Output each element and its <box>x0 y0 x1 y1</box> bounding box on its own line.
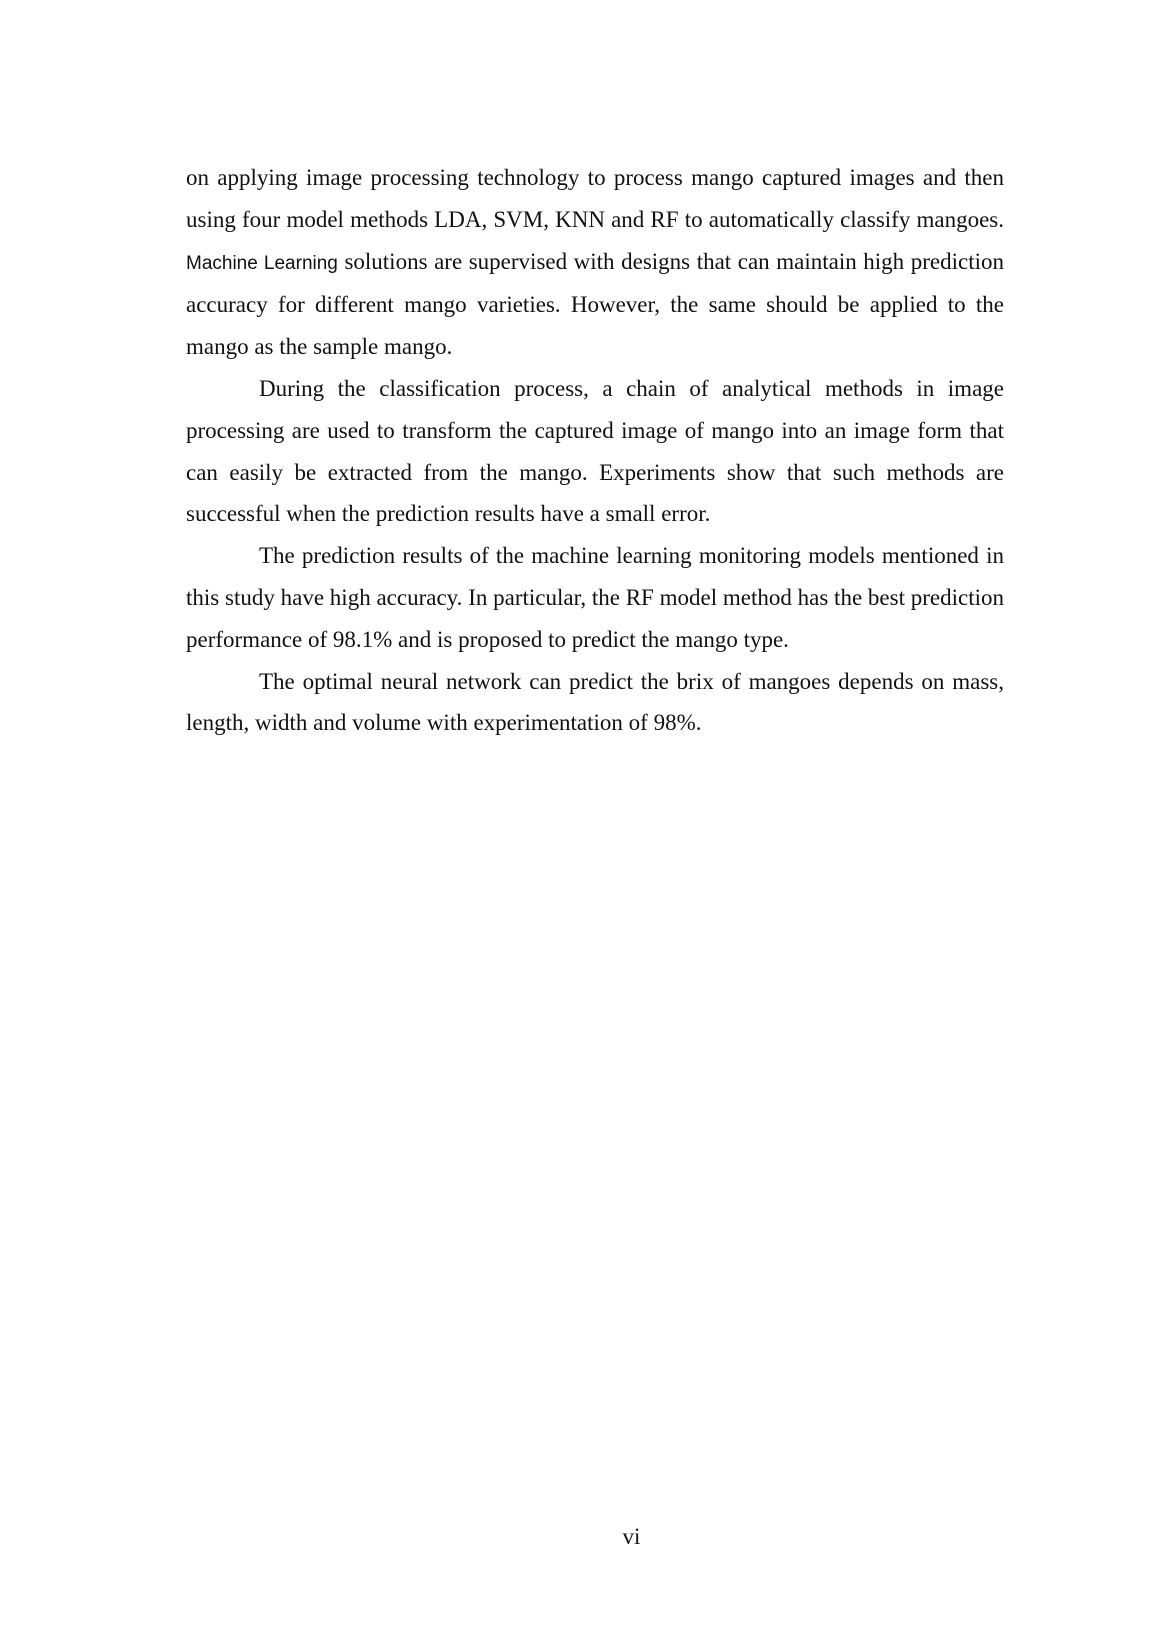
paragraph-continuation <box>186 157 1004 368</box>
paragraph-prediction-results: The prediction results of the machine learning monitoring models mentioned in this study have high accuracy. In particular, the RF model method has the best prediction performance of 98.1% and is proposed to predict the mango type. <box>186 543 1004 652</box>
page-number: vi <box>622 1524 641 1549</box>
paragraph-text: solutions are supervised with designs that can maintain high prediction accuracy for different mango varieties. However, the same should be applied to the mango as the sample mango. <box>186 248 1004 360</box>
paragraph-neural-network: The optimal neural network can predict the brix of mangoes depends on mass, length, width and volume with experimentation of 98%. <box>186 668 1004 736</box>
paragraph-classification-process: During the classification process, a chain of analytical methods in image processing are used to transform the captured image of mango into an image form that can easily be extracted from the mango. Experiments show that such methods are successful when the prediction results have a small error. <box>186 375 1004 527</box>
body-text <box>186 157 1004 744</box>
machine-learning-term: Machine Learning <box>186 252 338 274</box>
paragraph-text: on applying image processing technology to process mango captured images and then using four model methods LDA, SVM, KNN and RF to automatically classify mangoes. <box>186 165 1004 232</box>
